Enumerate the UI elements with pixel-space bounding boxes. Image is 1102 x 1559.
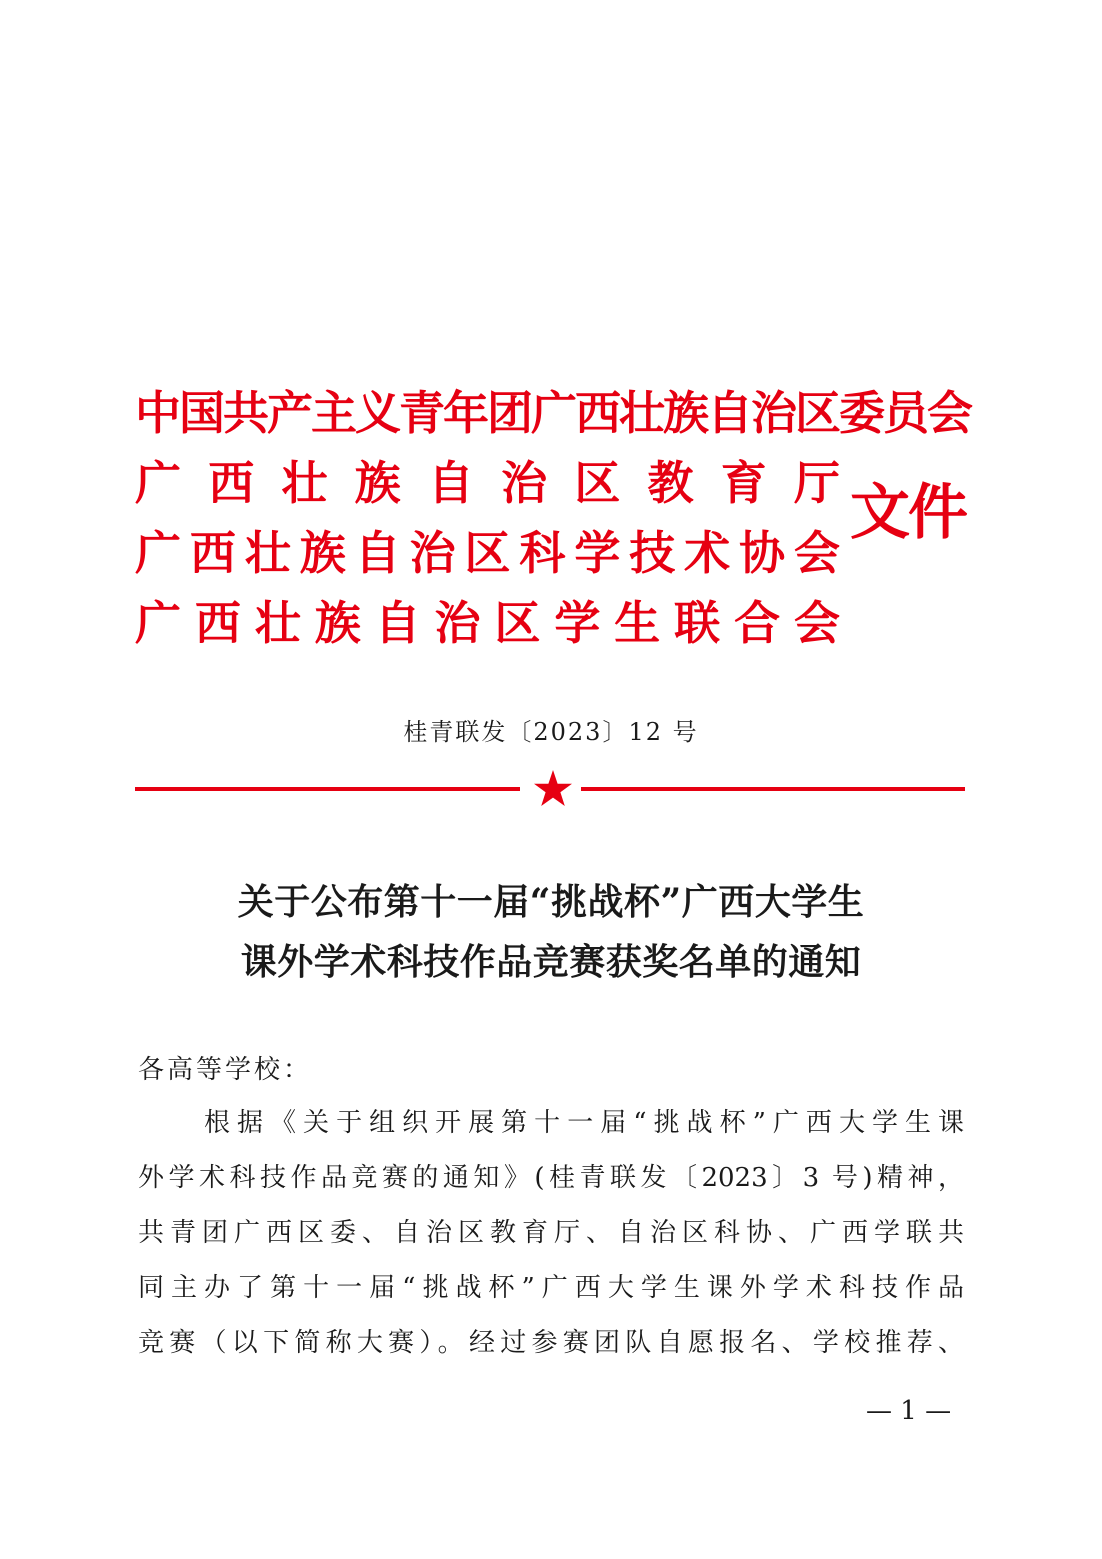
issuer-name: 广西壮族自治区学生联合会 — [135, 596, 840, 650]
document-suffix: 文件 — [850, 478, 966, 548]
body-line: 共青团广西区委、自治区教育厅、自治区科协、广西学联共 — [138, 1218, 964, 1248]
red-divider-left — [135, 787, 520, 791]
body-line: 同主办了第十一届“挑战杯”广西大学生课外学术科技作品 — [138, 1273, 964, 1303]
body-line: 根据《关于组织开展第十一届“挑战杯”广西大学生课 — [204, 1108, 964, 1138]
body-text — [138, 1101, 964, 1376]
document-title — [0, 872, 1102, 992]
page-number: — 1 — — [866, 1396, 952, 1426]
body-line: 外学术科技作品竞赛的通知》(桂青联发〔2023〕3 号)精神， — [138, 1163, 964, 1193]
title-line: 课外学术科技作品竞赛获奖名单的通知 — [240, 941, 862, 983]
red-divider-right — [581, 787, 965, 791]
salutation: 各高等学校： — [138, 1055, 313, 1085]
title-line: 关于公布第十一届“挑战杯”广西大学生 — [237, 881, 865, 923]
issuer-name: 中国共产主义青年团广西壮族自治区委员会 — [135, 386, 971, 440]
body-line: 竞赛（以下简称大赛）。经过参赛团队自愿报名、学校推荐、 — [138, 1328, 964, 1358]
issuer-name: 广西壮族自治区教育厅 — [135, 456, 840, 510]
document-number: 桂青联发〔2023〕12 号 — [403, 718, 699, 746]
star-icon — [532, 768, 574, 810]
issuer-name: 广西壮族自治区科学技术协会 — [135, 526, 840, 580]
